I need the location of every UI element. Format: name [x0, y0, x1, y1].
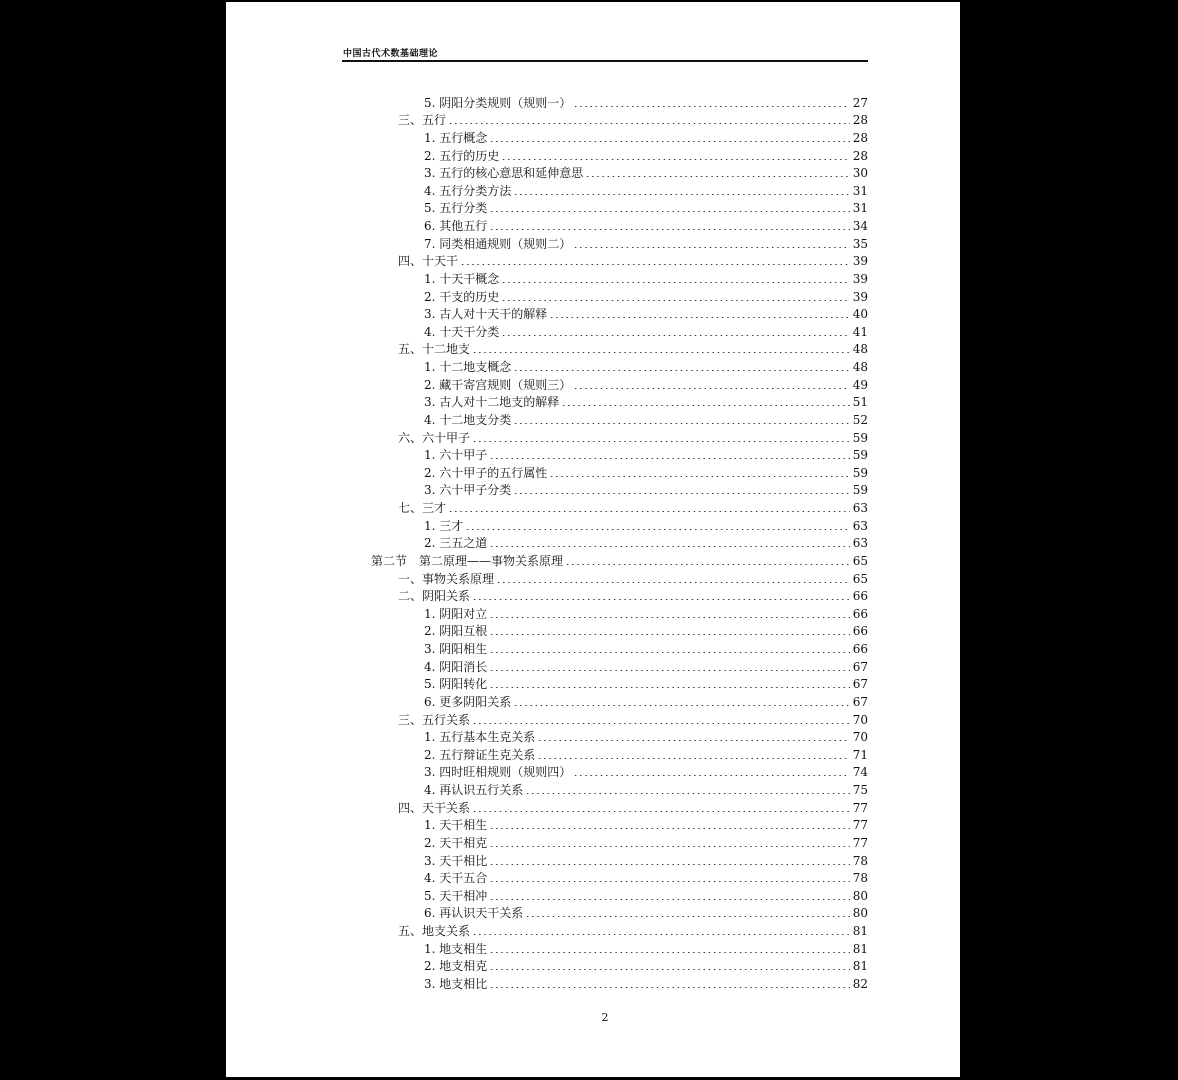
toc-entry[interactable] — [226, 480, 868, 498]
toc-entry-label: 2. 地支相克 — [424, 959, 488, 974]
toc-entry[interactable] — [226, 533, 868, 551]
toc-entry-label: 3. 天干相比 — [424, 853, 488, 868]
dot-leader — [573, 106, 849, 107]
toc-entry-label: 4. 再认识五行关系 — [424, 783, 524, 797]
toc-entry-label: 5. 天干相冲 — [424, 888, 488, 903]
header-divider — [342, 60, 868, 62]
toc-entry-page-number: 65 — [852, 553, 868, 568]
toc-entry-page-number: 48 — [852, 342, 868, 357]
toc-entry-page-number: 70 — [852, 730, 868, 745]
toc-entry[interactable] — [226, 409, 868, 427]
toc-entry-page-number: 30 — [852, 166, 868, 181]
dot-leader — [448, 511, 850, 512]
toc-entry-label: 六、六十甲子 — [398, 430, 471, 445]
dot-leader — [549, 476, 849, 477]
toc-entry-label: 1. 六十甲子 — [424, 448, 488, 463]
toc-entry-page-number: 67 — [852, 677, 868, 692]
toc-entry-page-number: 28 — [852, 130, 868, 145]
toc-entry-page-number: 78 — [852, 853, 868, 868]
dot-leader — [565, 564, 850, 565]
toc-entry-label: 2. 六十甲子的五行属性 — [424, 465, 548, 480]
toc-entry-page-number: 66 — [852, 606, 868, 621]
toc-entry[interactable] — [226, 198, 868, 216]
toc-entry-page-number: 48 — [852, 360, 868, 374]
toc-entry-label: 2. 五行辩证生克关系 — [424, 747, 536, 762]
toc-entry[interactable] — [226, 779, 868, 797]
dot-leader — [472, 599, 850, 600]
dot-leader — [513, 370, 849, 371]
dot-leader — [489, 828, 849, 829]
toc-entry-label: 2. 阴阳互根 — [424, 624, 488, 639]
dot-leader — [525, 793, 849, 794]
toc-entry-label: 3. 五行的核心意思和延伸意思 — [424, 166, 584, 181]
toc-entry-label: 四、天干关系 — [398, 800, 471, 815]
toc-entry-label: 二、阴阳关系 — [398, 589, 471, 604]
dot-leader — [573, 388, 849, 389]
toc-entry-label: 4. 五行分类方法 — [424, 183, 512, 198]
toc-entry-page-number: 39 — [852, 254, 868, 269]
toc-entry-label: 1. 三才 — [424, 518, 464, 533]
toc-entry[interactable] — [226, 709, 868, 727]
dot-leader — [489, 987, 849, 988]
dot-leader — [472, 441, 850, 442]
toc-entry-label: 四、十天干 — [398, 254, 459, 269]
dot-leader — [489, 899, 849, 900]
toc-entry-page-number: 28 — [852, 113, 868, 128]
toc-entry-page-number: 70 — [852, 712, 868, 727]
toc-entry-page-number: 27 — [852, 95, 868, 110]
document-page — [226, 2, 960, 1077]
dot-leader — [489, 546, 849, 547]
toc-entry[interactable] — [226, 339, 868, 357]
toc-entry-label: 4. 十天干分类 — [424, 324, 500, 339]
toc-entry[interactable] — [226, 127, 868, 145]
toc-entry-page-number: 63 — [852, 518, 868, 533]
toc-entry-page-number: 67 — [852, 694, 868, 709]
toc-entry-label: 1. 天干相生 — [424, 818, 488, 833]
toc-entry[interactable] — [226, 374, 868, 392]
toc-entry-page-number: 81 — [852, 924, 868, 938]
toc-entry-page-number: 78 — [852, 871, 868, 886]
dot-leader — [472, 811, 850, 812]
toc-entry-page-number: 39 — [852, 289, 868, 304]
toc-entry-page-number: 74 — [852, 765, 868, 780]
dot-leader — [537, 740, 849, 741]
toc-entry-page-number: 28 — [852, 148, 868, 163]
toc-entry-label: 五、十二地支 — [398, 342, 471, 357]
toc-entry-label: 三、五行 — [398, 113, 447, 128]
dot-leader — [465, 529, 849, 530]
toc-entry-page-number: 34 — [852, 219, 868, 233]
toc-entry-label: 2. 三五之道 — [424, 536, 488, 551]
toc-entry-page-number: 71 — [852, 747, 868, 762]
dot-leader — [489, 969, 849, 970]
toc-entry-page-number: 31 — [852, 183, 868, 198]
dot-leader — [489, 229, 849, 230]
table-of-contents — [226, 92, 960, 991]
dot-leader — [501, 159, 849, 160]
dot-leader — [573, 775, 849, 776]
toc-entry-label: 2. 干支的历史 — [424, 289, 500, 304]
dot-leader — [472, 723, 850, 724]
dot-leader — [501, 282, 849, 283]
toc-entry-label: 2. 五行的历史 — [424, 148, 500, 163]
toc-entry-page-number: 59 — [852, 465, 868, 480]
toc-entry-label: 4. 十二地支分类 — [424, 412, 512, 427]
dot-leader — [501, 300, 849, 301]
toc-entry-label: 1. 五行概念 — [424, 130, 488, 145]
toc-entry-page-number: 51 — [852, 395, 868, 410]
toc-entry-page-number: 81 — [852, 959, 868, 974]
toc-entry-page-number: 66 — [852, 589, 868, 604]
toc-entry[interactable] — [226, 727, 868, 745]
toc-entry-page-number: 63 — [852, 501, 868, 515]
toc-entry[interactable] — [226, 92, 868, 110]
toc-entry[interactable] — [226, 903, 868, 921]
toc-entry-label: 4. 天干五合 — [424, 871, 488, 886]
toc-entry-label: 5. 阴阳分类规则（规则一） — [424, 95, 572, 110]
toc-entry[interactable] — [226, 550, 868, 568]
toc-entry-page-number: 39 — [852, 271, 868, 286]
toc-entry[interactable] — [226, 497, 868, 515]
toc-entry[interactable] — [226, 674, 868, 692]
toc-entry-page-number: 31 — [852, 201, 868, 216]
dot-leader — [489, 617, 849, 618]
toc-entry-page-number: 66 — [852, 624, 868, 639]
toc-entry[interactable] — [226, 145, 868, 163]
toc-entry-label: 3. 六十甲子分类 — [424, 483, 512, 498]
dot-leader — [489, 634, 849, 635]
toc-entry[interactable] — [226, 938, 868, 956]
toc-entry-label: 6. 更多阴阳关系 — [424, 694, 512, 709]
dot-leader — [537, 758, 849, 759]
toc-entry-label: 2. 天干相克 — [424, 835, 488, 850]
dot-leader — [489, 211, 849, 212]
dot-leader — [489, 864, 849, 865]
toc-entry-label: 6. 再认识天干关系 — [424, 906, 524, 921]
toc-entry-page-number: 59 — [852, 483, 868, 498]
toc-entry-page-number: 40 — [852, 307, 868, 322]
toc-entry-label: 6. 其他五行 — [424, 219, 488, 233]
dot-leader — [472, 934, 850, 935]
toc-entry-page-number: 82 — [852, 976, 868, 991]
toc-entry[interactable] — [226, 621, 868, 639]
toc-entry[interactable] — [226, 603, 868, 621]
toc-entry-page-number: 77 — [852, 835, 868, 850]
toc-entry[interactable] — [226, 586, 868, 604]
toc-entry-label: 五、地支关系 — [398, 924, 471, 938]
toc-entry[interactable] — [226, 920, 868, 938]
dot-leader — [513, 493, 849, 494]
toc-entry-label: 4. 阴阳消长 — [424, 659, 488, 674]
toc-entry[interactable] — [226, 110, 868, 128]
dot-leader — [525, 916, 849, 917]
toc-entry[interactable] — [226, 885, 868, 903]
dot-leader — [460, 264, 850, 265]
page-number: 2 — [601, 1011, 609, 1024]
toc-entry-label: 1. 阴阳对立 — [424, 606, 488, 621]
toc-entry-page-number: 67 — [852, 659, 868, 674]
toc-entry[interactable] — [226, 462, 868, 480]
toc-entry[interactable] — [226, 638, 868, 656]
toc-entry-page-number: 75 — [852, 783, 868, 797]
toc-entry[interactable] — [226, 762, 868, 780]
toc-entry[interactable] — [226, 427, 868, 445]
dot-leader — [561, 405, 849, 406]
toc-entry[interactable] — [226, 815, 868, 833]
toc-entry-label: 七、三才 — [398, 501, 447, 515]
toc-entry[interactable] — [226, 956, 868, 974]
toc-entry-page-number: 49 — [852, 377, 868, 392]
toc-entry-page-number: 59 — [852, 430, 868, 445]
toc-entry[interactable] — [226, 656, 868, 674]
toc-entry-page-number: 63 — [852, 536, 868, 551]
toc-entry[interactable] — [226, 233, 868, 251]
toc-entry[interactable] — [226, 304, 868, 322]
toc-entry-label: 3. 古人对十二地支的解释 — [424, 395, 560, 410]
dot-leader — [489, 687, 849, 688]
toc-entry[interactable] — [226, 215, 868, 233]
toc-entry[interactable] — [226, 515, 868, 533]
dot-leader — [448, 123, 850, 124]
toc-entry[interactable] — [226, 268, 868, 286]
dot-leader — [513, 705, 849, 706]
toc-entry-page-number: 81 — [852, 941, 868, 956]
toc-entry[interactable] — [226, 180, 868, 198]
dot-leader — [489, 141, 849, 142]
toc-entry-label: 7. 同类相通规则（规则二） — [424, 236, 572, 251]
toc-entry[interactable] — [226, 286, 868, 304]
toc-entry-page-number: 41 — [852, 324, 868, 339]
toc-entry[interactable] — [226, 744, 868, 762]
toc-entry-label: 5. 五行分类 — [424, 201, 488, 216]
toc-entry-page-number: 77 — [852, 818, 868, 833]
toc-entry-page-number: 65 — [852, 571, 868, 586]
toc-entry[interactable] — [226, 850, 868, 868]
toc-entry[interactable] — [226, 832, 868, 850]
dot-leader — [585, 176, 849, 177]
toc-entry-label: 1. 十二地支概念 — [424, 360, 512, 374]
dot-leader — [489, 458, 849, 459]
toc-entry-label: 1. 十天干概念 — [424, 271, 500, 286]
dot-leader — [513, 194, 849, 195]
toc-entry-page-number: 77 — [852, 800, 868, 815]
dot-leader — [549, 317, 849, 318]
toc-entry[interactable] — [226, 445, 868, 463]
toc-entry[interactable] — [226, 163, 868, 181]
toc-entry-page-number: 66 — [852, 642, 868, 656]
toc-entry[interactable] — [226, 392, 868, 410]
toc-entry-label: 3. 阴阳相生 — [424, 642, 488, 656]
dot-leader — [472, 352, 850, 353]
toc-entry-label: 2. 藏干寄宫规则（规则三） — [424, 377, 572, 392]
toc-entry[interactable] — [226, 356, 868, 374]
dot-leader — [489, 846, 849, 847]
dot-leader — [489, 952, 849, 953]
dot-leader — [496, 582, 850, 583]
toc-entry[interactable] — [226, 797, 868, 815]
toc-entry-label: 三、五行关系 — [398, 712, 471, 727]
dot-leader — [573, 247, 849, 248]
toc-entry[interactable] — [226, 321, 868, 339]
dot-leader — [489, 652, 849, 653]
toc-entry[interactable] — [226, 868, 868, 886]
toc-entry-page-number: 59 — [852, 448, 868, 463]
dot-leader — [513, 423, 849, 424]
running-header-title: 中国古代术数基础理论 — [343, 49, 439, 59]
dot-leader — [489, 670, 849, 671]
toc-entry-label: 3. 四时旺相规则（规则四） — [424, 765, 572, 780]
toc-entry-label: 5. 阴阳转化 — [424, 677, 488, 692]
toc-entry[interactable] — [226, 973, 868, 991]
dot-leader — [489, 881, 849, 882]
toc-entry[interactable] — [226, 568, 868, 586]
toc-entry-label: 第二节 第二原理——事物关系原理 — [371, 553, 564, 568]
toc-entry[interactable] — [226, 251, 868, 269]
toc-entry-label: 1. 五行基本生克关系 — [424, 730, 536, 745]
toc-entry-page-number: 80 — [852, 906, 868, 921]
toc-entry-page-number: 80 — [852, 888, 868, 903]
toc-entry[interactable] — [226, 691, 868, 709]
dot-leader — [501, 335, 849, 336]
toc-entry-label: 1. 地支相生 — [424, 941, 488, 956]
toc-entry-label: 一、事物关系原理 — [398, 571, 495, 586]
toc-entry-page-number: 52 — [852, 412, 868, 427]
toc-entry-page-number: 35 — [852, 236, 868, 251]
toc-entry-label: 3. 地支相比 — [424, 976, 488, 991]
toc-entry-label: 3. 古人对十天干的解释 — [424, 307, 548, 322]
